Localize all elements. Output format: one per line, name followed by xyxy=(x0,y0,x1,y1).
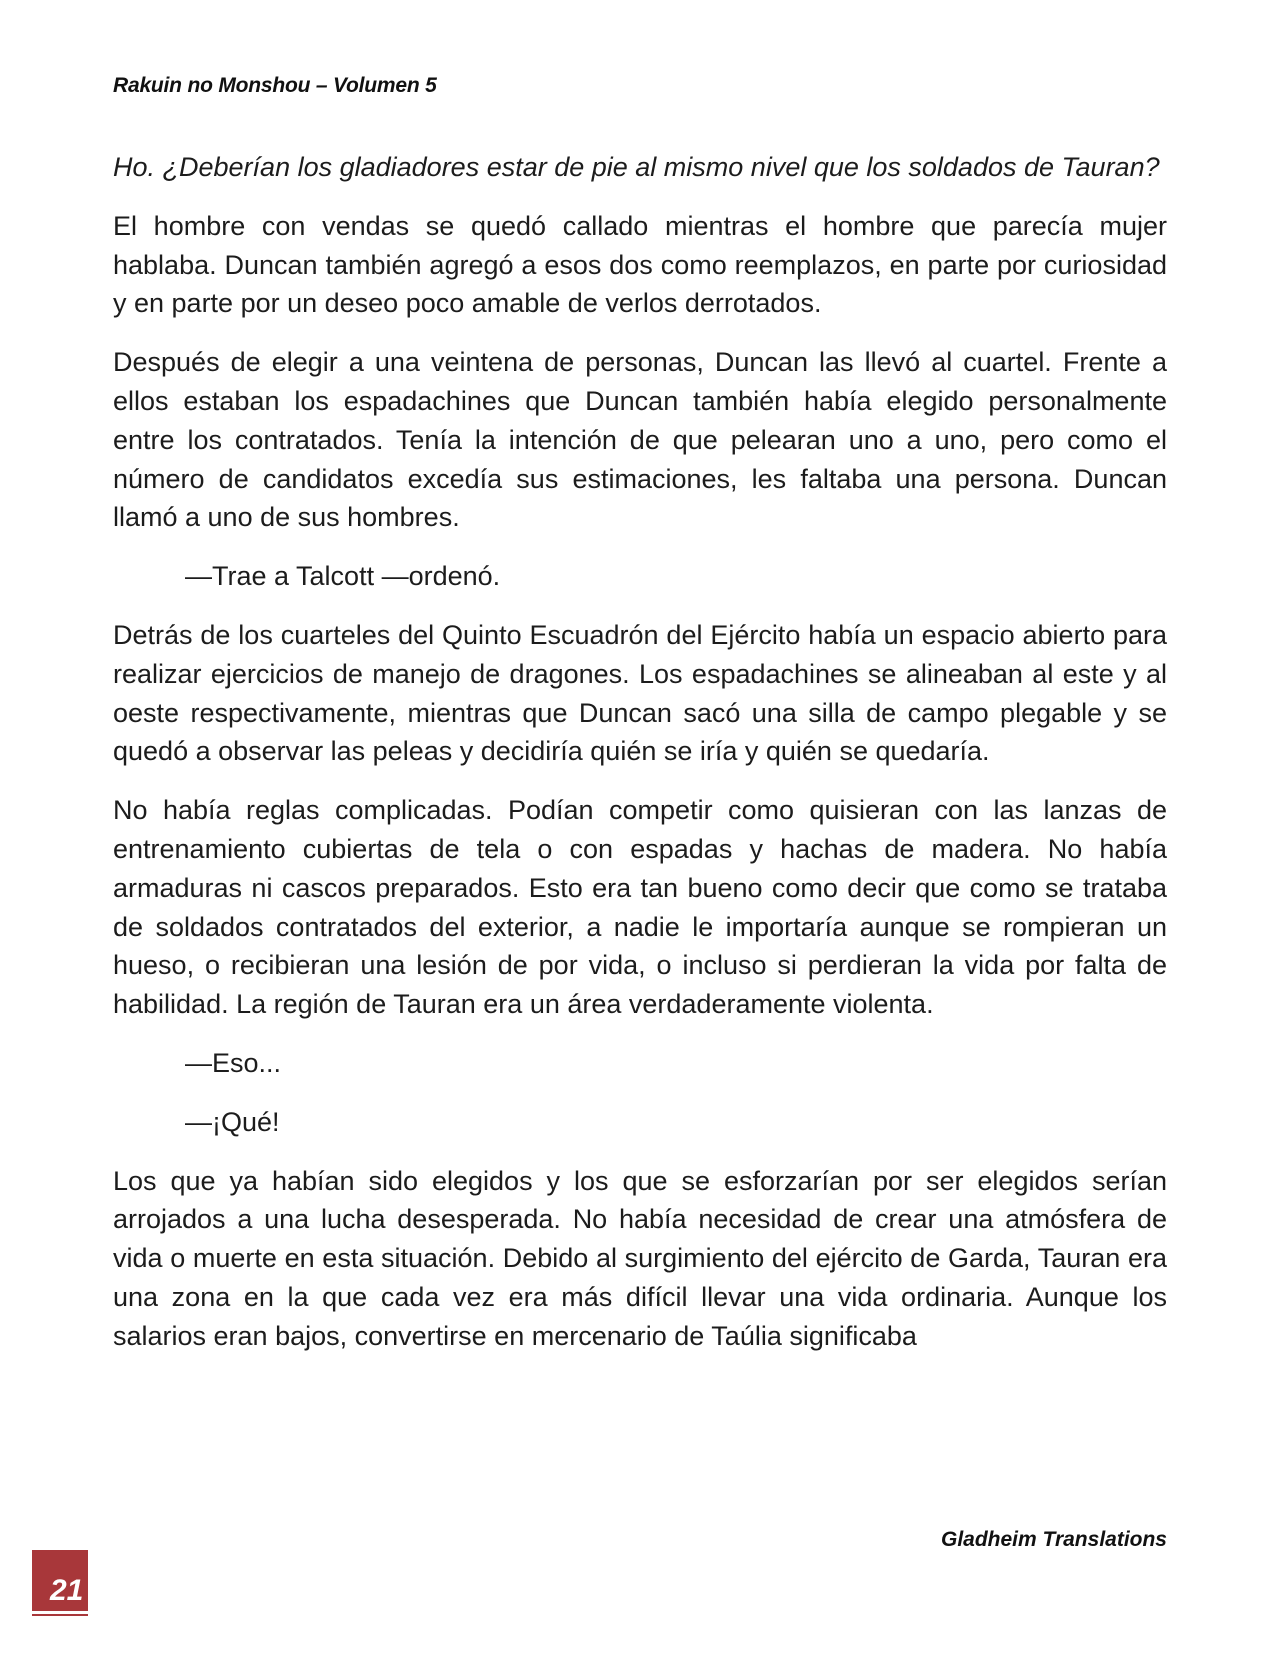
page-number: 21 xyxy=(50,1574,84,1607)
translator-credit: Gladheim Translations xyxy=(940,1528,1167,1551)
paragraph: Detrás de los cuarteles del Quinto Escuadrón del Ejército había un espacio abierto para realizar ejercicios de manejo de dragones. Los espadachines se alineaban al este y al oeste respectivamente, mientras que Duncan sacó una silla de campo plegable y se quedó a observar las peleas y decidiría quién se iría y quién se quedaría. xyxy=(113,619,1167,767)
page-body xyxy=(113,148,1167,1376)
dialogue-line: —Eso... xyxy=(185,1047,282,1078)
dialogue-line: —¡Qué! xyxy=(185,1106,280,1137)
running-header: Rakuin no Monshou – Volumen 5 xyxy=(113,74,437,97)
paragraph: Los que ya habían sido elegidos y los que se esforzarían por ser elegidos serían arrojados a una lucha desesperada. No había necesidad de crear una atmósfera de vida o muerte en esta situación. Debido al surgimiento del ejército de Garda, Tauran era una zona en la que cada vez era más difícil llevar una vida ordinaria. Aunque los salarios eran bajos, convertirse en mercenario de Taúlia significaba xyxy=(113,1165,1167,1351)
paragraph: Después de elegir a una veintena de personas, Duncan las llevó al cuartel. Frente a ellos estaban los espadachines que Duncan también había elegido personalmente entre los contratados. Tenía la intención de que pelearan uno a uno, pero como el número de candidatos excedía sus estimaciones, les faltaba una persona. Duncan llamó a uno de sus hombres. xyxy=(113,347,1167,533)
dialogue-line: —Trae a Talcott —ordenó. xyxy=(185,561,501,592)
paragraph: El hombre con vendas se quedó callado mientras el hombre que parecía mujer hablaba. Duncan también agregó a esos dos como reemplazos, en parte por curiosidad y en parte por un deseo poco amable de verlos derrotados. xyxy=(113,210,1167,319)
page-number-underline xyxy=(32,1611,88,1614)
paragraph: Ho. ¿Deberían los gladiadores estar de pie al mismo nivel que los soldados de Tauran? xyxy=(113,152,1160,182)
paragraph: No había reglas complicadas. Podían competir como quisieran con las lanzas de entrenamiento cubiertas de tela o con espadas y hachas de madera. No había armaduras ni cascos preparados. Esto era tan bueno como decir que como se trataba de soldados contratados del exterior, a nadie le importaría aunque se rompieran un hueso, o recibieran una lesión de por vida, o incluso si perdieran la vida por falta de habilidad. La región de Tauran era un área verdaderamente violenta. xyxy=(113,795,1167,1020)
